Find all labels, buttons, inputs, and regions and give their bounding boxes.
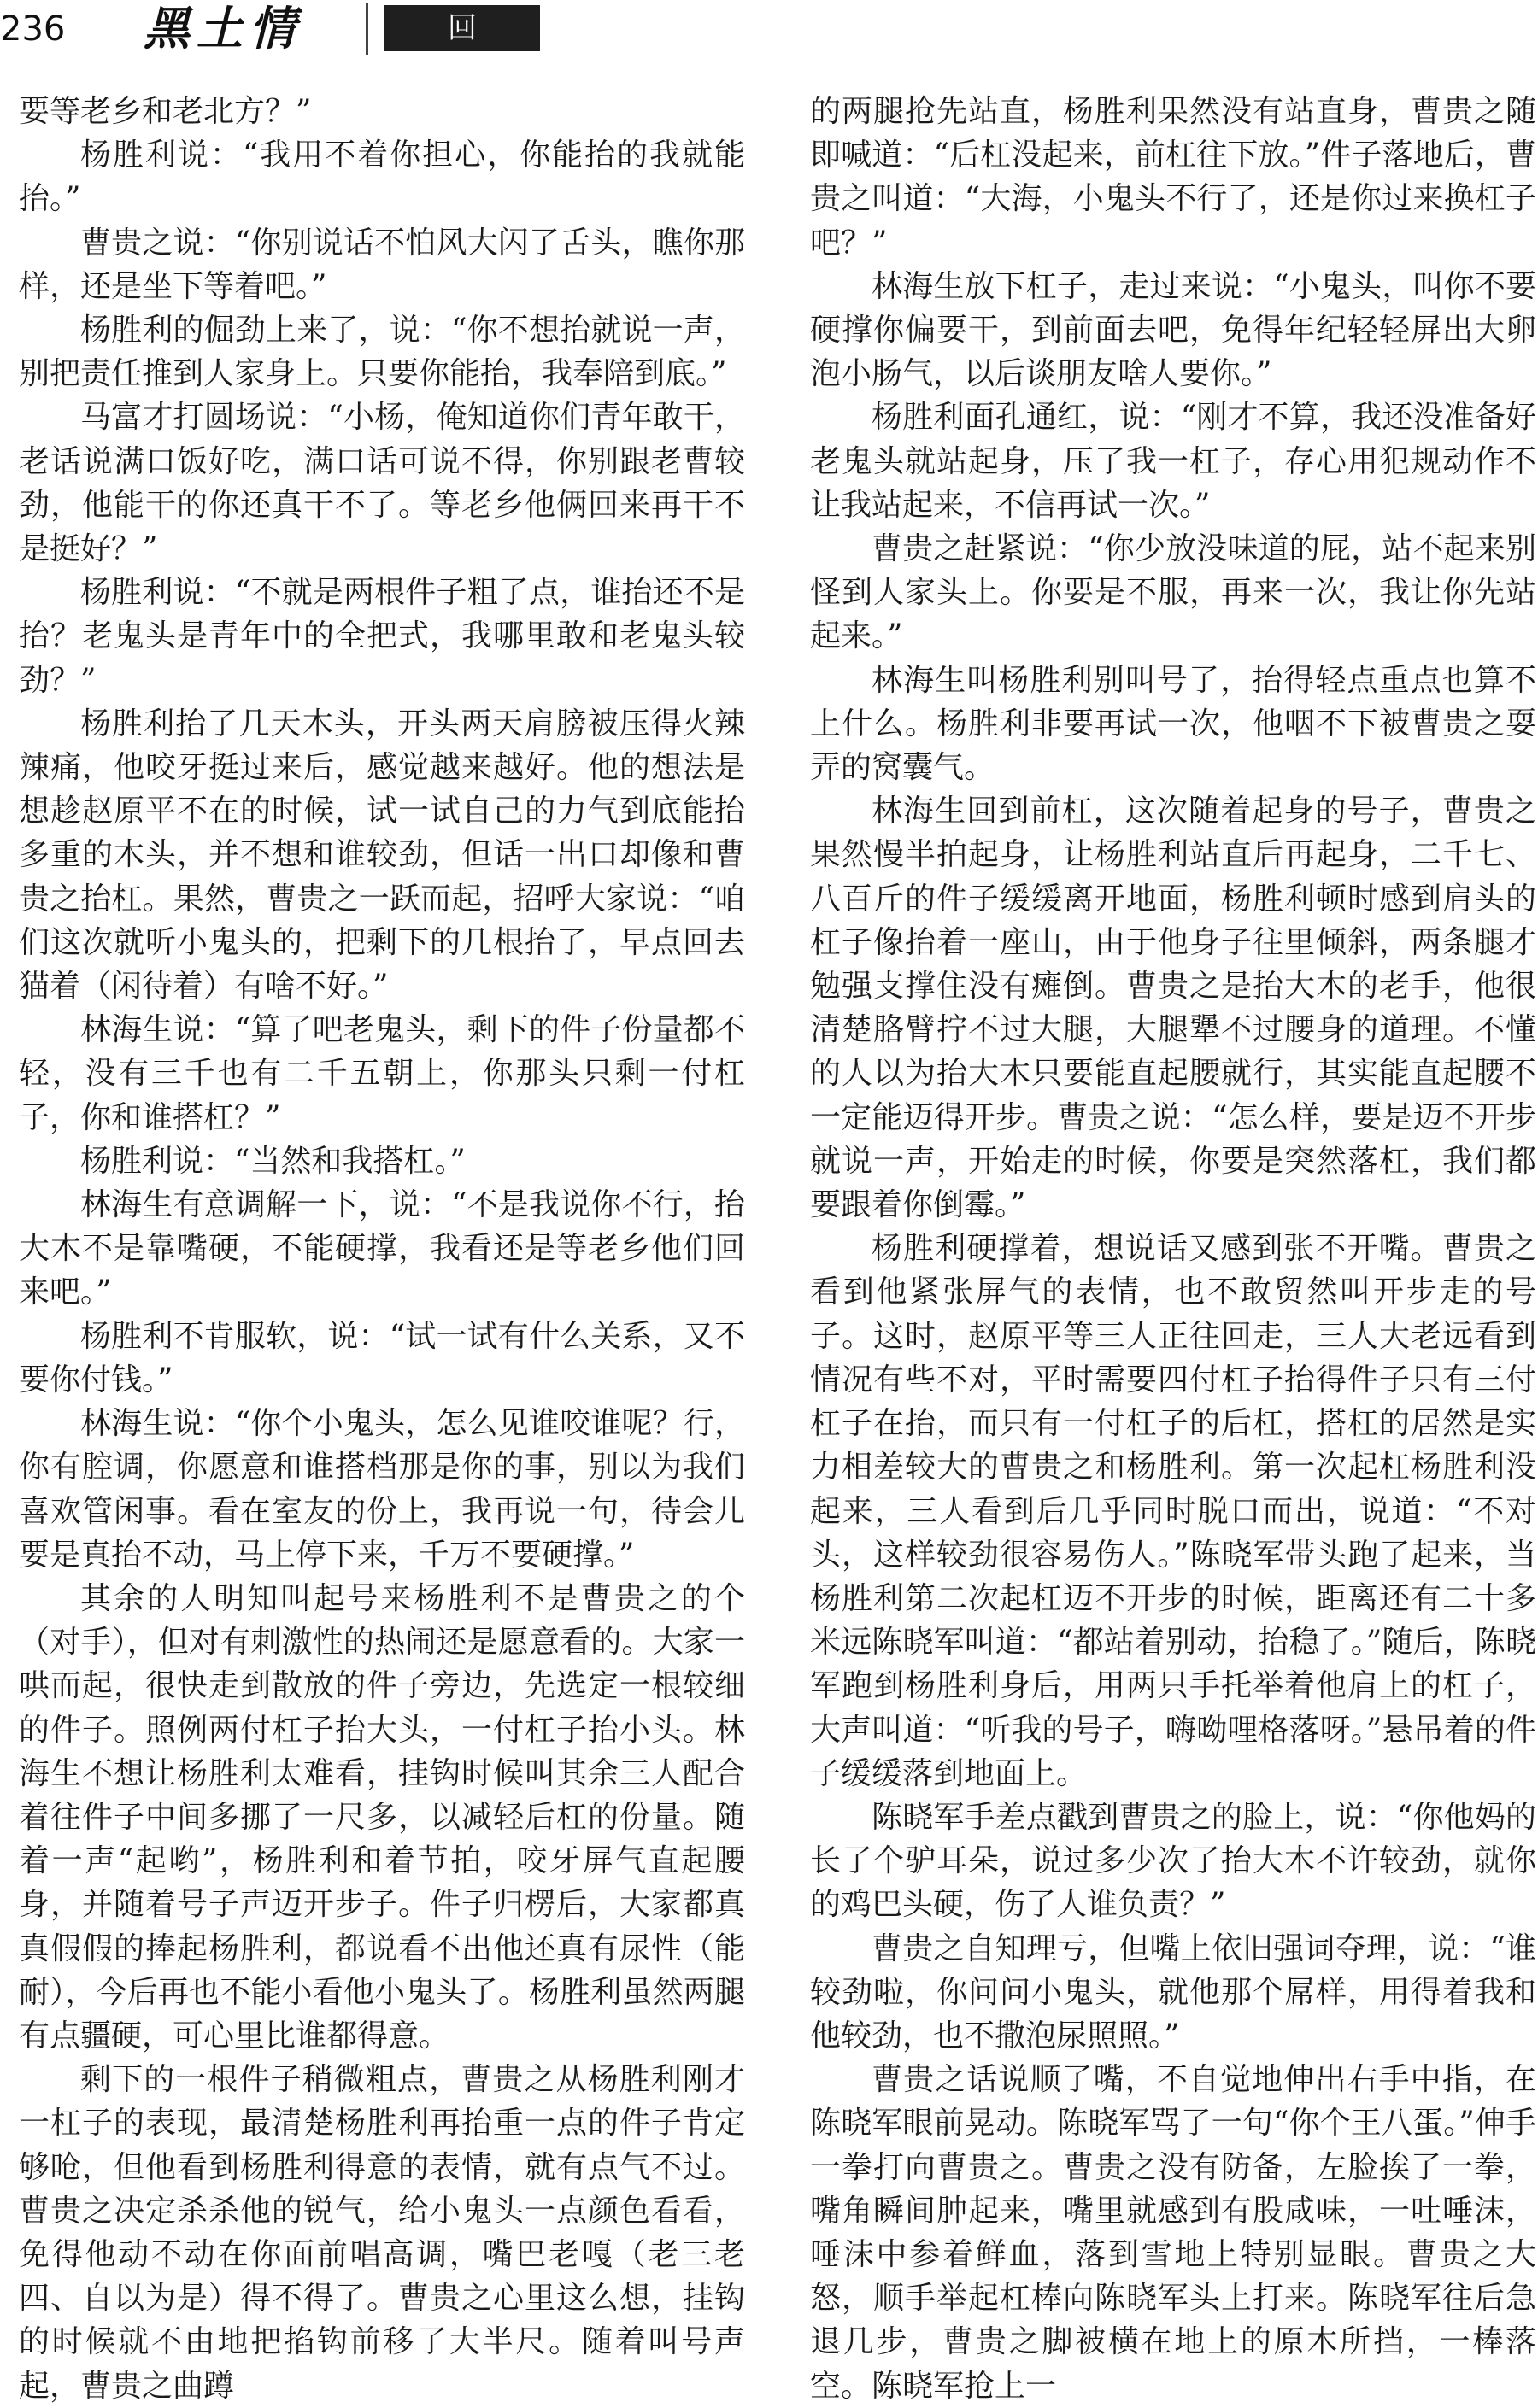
left-column	[19, 90, 745, 2408]
paragraph: 杨胜利说：“当然和我搭杠。”	[80, 1143, 466, 1179]
paragraph: 林海生回到前杠，这次随着起身的号子，曹贵之果然慢半拍起身，让杨胜利站直后再起身，二千七、八百斤的件子缓缓离开地面，杨胜利顿时感到肩头的杠子像抬着一座山，由于他身子往里倾斜，两条腿才勉强支撑住没有瘫倒。曹贵之是抬大木的老手，他很清楚胳臂拧不过大腿，大腿犟不过腰身的道理。不懂的人以为抬大木只要能直起腰就行，其实能直起腰不一定能迈得开步。曹贵之说：“怎么样，要是迈不开步就说一声，开始走的时候，你要是突然落杠，我们都要跟着你倒霉。”	[810, 794, 1536, 1223]
paragraph: 曹贵之说：“你别说话不怕风大闪了舌头，瞧你那样，还是坐下等着吧。”	[19, 225, 745, 304]
paragraph: 剩下的一根件子稍微粗点，曹贵之从杨胜利刚才一杠子的表现，最清楚杨胜利再抬重一点的件子肯定够呛，但他看到杨胜利得意的表情，就有点气不过。曹贵之决定杀杀他的锐气，给小鬼头一点颜色看看，免得他动不动在你面前唱高调，嘴巴老嘎（老三老四、自以为是）得不得了。曹贵之心里这么想，挂钩的时候就不由地把掐钩前移了大半尺。随着叫号声起，曹贵之曲蹲	[19, 2062, 745, 2404]
publication-logo: 黑土情	[144, 1, 302, 56]
paragraph: 林海生有意调解一下，说：“不是我说你不行，抬大木不是靠嘴硬，不能硬撑，我看还是等老乡他们回来吧。”	[19, 1187, 745, 1310]
paragraph: 林海生叫杨胜利别叫号了，抬得轻点重点也算不上什么。杨胜利非要再试一次，他咽不下被曹贵之耍弄的窝囊气。	[810, 662, 1536, 786]
paragraph: 曹贵之话说顺了嘴，不自觉地伸出右手中指，在陈晓军眼前晃动。陈晓军骂了一句“你个王八蛋。”伸手一拳打向曹贵之。曹贵之没有防备，左脸挨了一拳，嘴角瞬间肿起来，嘴里就感到有股咸味，一吐唾沫，唾沫中参着鲜血，落到雪地上特别显眼。曹贵之大怒，顺手举起杠棒向陈晓军头上打来。陈晓军往后急退几步，曹贵之脚被横在地上的原木所挡，一棒落空。陈晓军抢上一	[810, 2062, 1536, 2404]
header-divider	[366, 3, 368, 55]
paragraph: 林海生说：“你个小鬼头，怎么见谁咬谁呢？行，你有腔调，你愿意和谁搭档那是你的事，别以为我们喜欢管闲事。看在室友的份上，我再说一句，待会儿要是真抬不动，马上停下来，千万不要硬撑。”	[19, 1406, 745, 1573]
page-header	[0, 0, 1538, 91]
paragraph: 杨胜利的倔劲上来了，说：“你不想抬就说一声，别把责任推到人家身上。只要你能抬，我奉陪到底。”	[19, 313, 745, 392]
paragraph: 杨胜利面孔通红，说：“刚才不算，我还没准备好老鬼头就站起身，压了我一杠子，存心用犯规动作不让我站起来，不信再试一次。”	[810, 400, 1536, 523]
paragraph: 杨胜利硬撑着，想说话又感到张不开嘴。曹贵之看到他紧张屏气的表情，也不敢贸然叫开步走的号子。这时，赵原平等三人正往回走，三人大老远看到情况有些不对，平时需要四付杠子抬得件子只有三付杠子在抬，而只有一付杠子的后杠，搭杠的居然是实力相差较大的曹贵之和杨胜利。第一次起杠杨胜利没起来，三人看到后几乎同时脱口而出，说道：“不对头，这样较劲很容易伤人。”陈晓军带头跑了起来，当杨胜利第二次起杠迈不开步的时候，距离还有二十多米远陈晓军叫道：“都站着别动，抬稳了。”随后，陈晓军跑到杨胜利身后，用两只手托举着他肩上的杠子，大声叫道：“听我的号子，嗨呦哩格落呀。”悬吊着的件子缓缓落到地面上。	[810, 1231, 1536, 1791]
section-tab: 回家	[384, 5, 540, 51]
paragraph: 曹贵之赶紧说：“你少放没味道的屁，站不起来别怪到人家头上。你要是不服，再来一次，我让你先站起来。”	[810, 531, 1536, 654]
paragraph: 陈晓军手差点戳到曹贵之的脸上，说：“你他妈的长了个驴耳朵，说过多少次了抬大木不许较劲，就你的鸡巴头硬，伤了人谁负责？”	[810, 1799, 1536, 1923]
paragraph: 其余的人明知叫起号来杨胜利不是曹贵之的个（对手），但对有刺激性的热闹还是愿意看的。大家一哄而起，很快走到散放的件子旁边，先选定一根较细的件子。照例两付杠子抬大头，一付杠子抬小头。林海生不想让杨胜利太难看，挂钩时候叫其余三人配合着往件子中间多挪了一尺多，以减轻后杠的份量。随着一声“起哟”，杨胜利和着节拍，咬牙屏气直起腰身，并随着号子声迈开步子。件子归楞后，大家都真真假假的捧起杨胜利，都说看不出他还真有尿性（能耐），今后再也不能小看他小鬼头了。杨胜利虽然两腿有点疆硬，可心里比谁都得意。	[19, 1580, 745, 2054]
right-column	[810, 90, 1536, 2408]
page-number: 236	[0, 9, 66, 49]
paragraph: 的两腿抢先站直，杨胜利果然没有站直身，曹贵之随即喊道：“后杠没起来，前杠往下放。”件子落地后，曹贵之叫道：“大海，小鬼头不行了，还是你过来换杠子吧？”	[810, 94, 1536, 261]
paragraph: 杨胜利说：“不就是两根件子粗了点，谁抬还不是抬？老鬼头是青年中的全把式，我哪里敢和老鬼头较劲？”	[19, 575, 745, 698]
paragraph: 杨胜利不肯服软，说：“试一试有什么关系，又不要你付钱。”	[19, 1318, 745, 1397]
paragraph: 林海生放下杠子，走过来说：“小鬼头，叫你不要硬撑你偏要干，到前面去吧，免得年纪轻轻屏出大卵泡小肠气，以后谈朋友啥人要你。”	[810, 268, 1536, 392]
paragraph: 马富才打圆场说：“小杨，俺知道你们青年敢干，老话说满口饭好吃，满口话可说不得，你别跟老曹较劲，他能干的你还真干不了。等老乡他俩回来再干不是挺好？”	[19, 400, 745, 567]
paragraph: 杨胜利抬了几天木头，开头两天肩膀被压得火辣辣痛，他咬牙挺过来后，感觉越来越好。他的想法是想趁赵原平不在的时候，试一试自己的力气到底能抬多重的木头，并不想和谁较劲，但话一出口却像和曹贵之抬杠。果然，曹贵之一跃而起，招呼大家说：“咱们这次就听小鬼头的，把剩下的几根抬了，早点回去猫着（闲待着）有啥不好。”	[19, 706, 745, 1005]
paragraph: 林海生说：“算了吧老鬼头，剩下的件子份量都不轻，没有三千也有二千五朝上，你那头只剩一付杠子，你和谁搭杠？”	[19, 1012, 745, 1135]
paragraph: 杨胜利说：“我用不着你担心，你能抬的我就能抬。”	[19, 138, 745, 217]
paragraph: 曹贵之自知理亏，但嘴上依旧强词夺理，说：“谁较劲啦，你问问小鬼头，就他那个屌样，用得着我和他较劲，也不撒泡尿照照。”	[810, 1931, 1536, 2054]
paragraph: 要等老乡和老北方？”	[19, 94, 312, 129]
